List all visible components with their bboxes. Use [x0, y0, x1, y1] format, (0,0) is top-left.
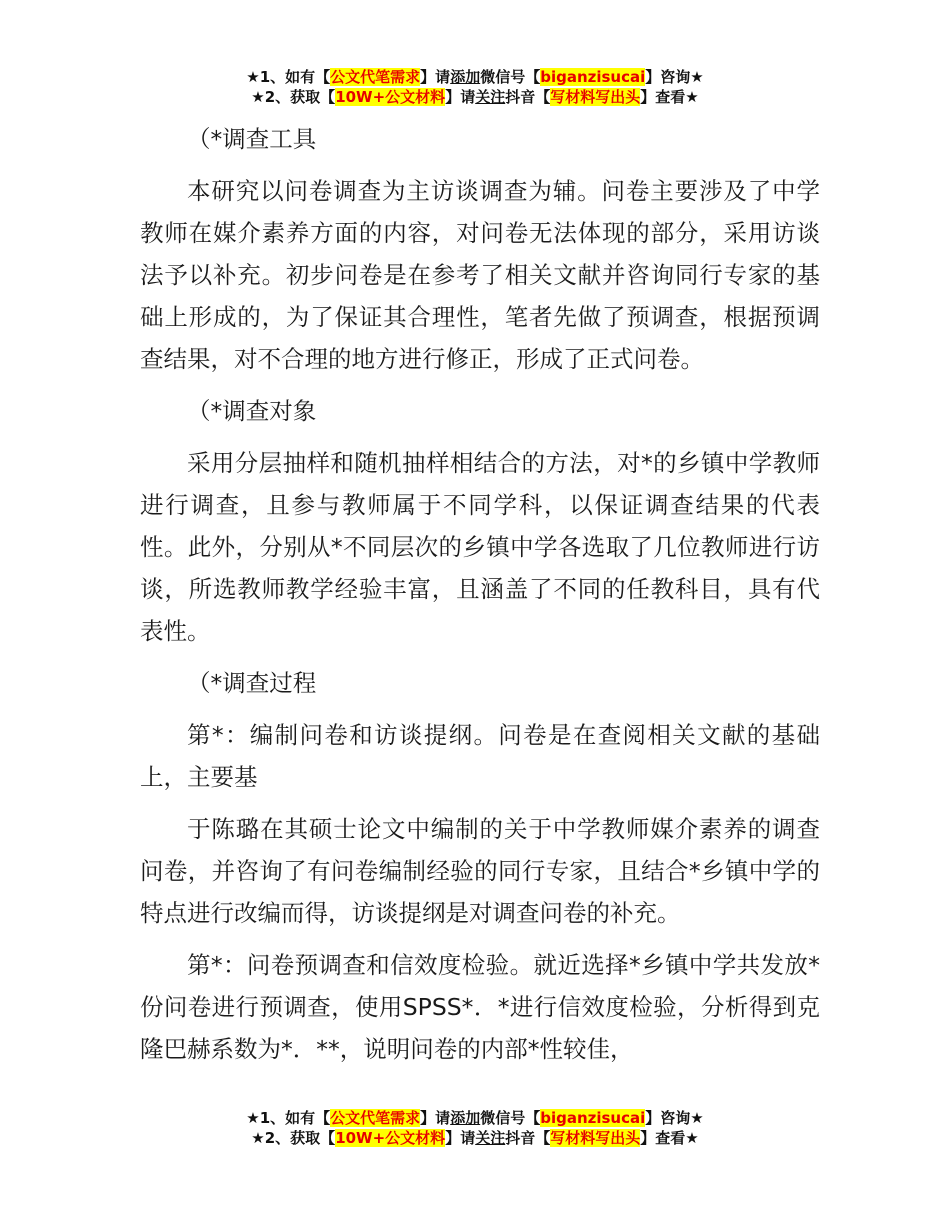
- underlined-text: 关注: [475, 1129, 506, 1147]
- paragraph-process-step1: 第*：编制问卷和访谈提纲。问卷是在查阅相关文献的基础上，主要基: [140, 721, 820, 791]
- highlight-service: 公文代笔需求: [330, 1109, 421, 1127]
- banner-text: 】咨询★: [645, 68, 704, 86]
- banner-text: 微信号【: [480, 1109, 541, 1127]
- underlined-text: 添加: [450, 1109, 481, 1127]
- banner-text: 微信号【: [480, 68, 541, 86]
- paragraph-process-continued: 于陈璐在其硕士论文中编制的关于中学教师媒介素养的调查问卷，并咨询了有问卷编制经验的同行专家，且结合*乡镇中学的特点进行改编而得，访谈提纲是对调查问卷的补充。: [140, 815, 820, 927]
- banner-line-2: [0, 87, 950, 107]
- banner-text: 抖音【: [505, 88, 551, 106]
- section-heading-process: （*调查过程: [187, 669, 317, 697]
- highlight-wechat-id: biganzisucai: [540, 1109, 646, 1127]
- underlined-text: 添加: [450, 68, 481, 86]
- paragraph-process-step2: 第*：问卷预调查和信效度检验。就近选择*乡镇中学共发放*份问卷进行预调查，使用SPSS*．*进行信效度检验，分析得到克隆巴赫系数为*．**，说明问卷的内部*性较佳，: [140, 951, 820, 1063]
- banner-line-1: [0, 1108, 950, 1128]
- section-heading-subjects: （*调查对象: [187, 397, 317, 425]
- banner-text: ★1、如有【: [246, 68, 331, 86]
- highlight-materials: 10W+公文材料: [335, 1129, 446, 1147]
- highlight-douyin: 写材料写出头: [550, 88, 641, 106]
- banner-text: 】咨询★: [645, 1109, 704, 1127]
- banner-text: 】请: [420, 1109, 451, 1127]
- banner-text: ★2、获取【: [251, 1129, 336, 1147]
- banner-text: 】请: [445, 1129, 476, 1147]
- banner-line-1: [0, 67, 950, 87]
- document-body: [140, 118, 820, 1080]
- paragraph-subjects: 采用分层抽样和随机抽样相结合的方法，对*的乡镇中学教师进行调查，且参与教师属于不同学科，以保证调查结果的代表性。此外，分别从*不同层次的乡镇中学各选取了几位教师进行访谈，所选教师教学经验丰富，且涵盖了不同的任教科目，具有代表性。: [140, 449, 820, 645]
- underlined-text: 关注: [475, 88, 506, 106]
- section-heading-tools: （*调查工具: [187, 125, 317, 153]
- banner-text: 】查看★: [640, 1129, 699, 1147]
- banner-text: 】查看★: [640, 88, 699, 106]
- header-banner: [0, 67, 950, 107]
- highlight-service: 公文代笔需求: [330, 68, 421, 86]
- banner-text: 抖音【: [505, 1129, 551, 1147]
- paragraph-tools: 本研究以问卷调查为主访谈调查为辅。问卷主要涉及了中学教师在媒介素养方面的内容，对问卷无法体现的部分，采用访谈法予以补充。初步问卷是在参考了相关文献并咨询同行专家的基础上形成的，为了保证其合理性，笔者先做了预调查，根据预调查结果，对不合理的地方进行修正，形成了正式问卷。: [140, 177, 820, 373]
- banner-text: 】请: [445, 88, 476, 106]
- banner-line-2: [0, 1128, 950, 1148]
- footer-banner: [0, 1108, 950, 1148]
- banner-text: 】请: [420, 68, 451, 86]
- banner-text: ★2、获取【: [251, 88, 336, 106]
- highlight-douyin: 写材料写出头: [550, 1129, 641, 1147]
- highlight-materials: 10W+公文材料: [335, 88, 446, 106]
- banner-text: ★1、如有【: [246, 1109, 331, 1127]
- highlight-wechat-id: biganzisucai: [540, 68, 646, 86]
